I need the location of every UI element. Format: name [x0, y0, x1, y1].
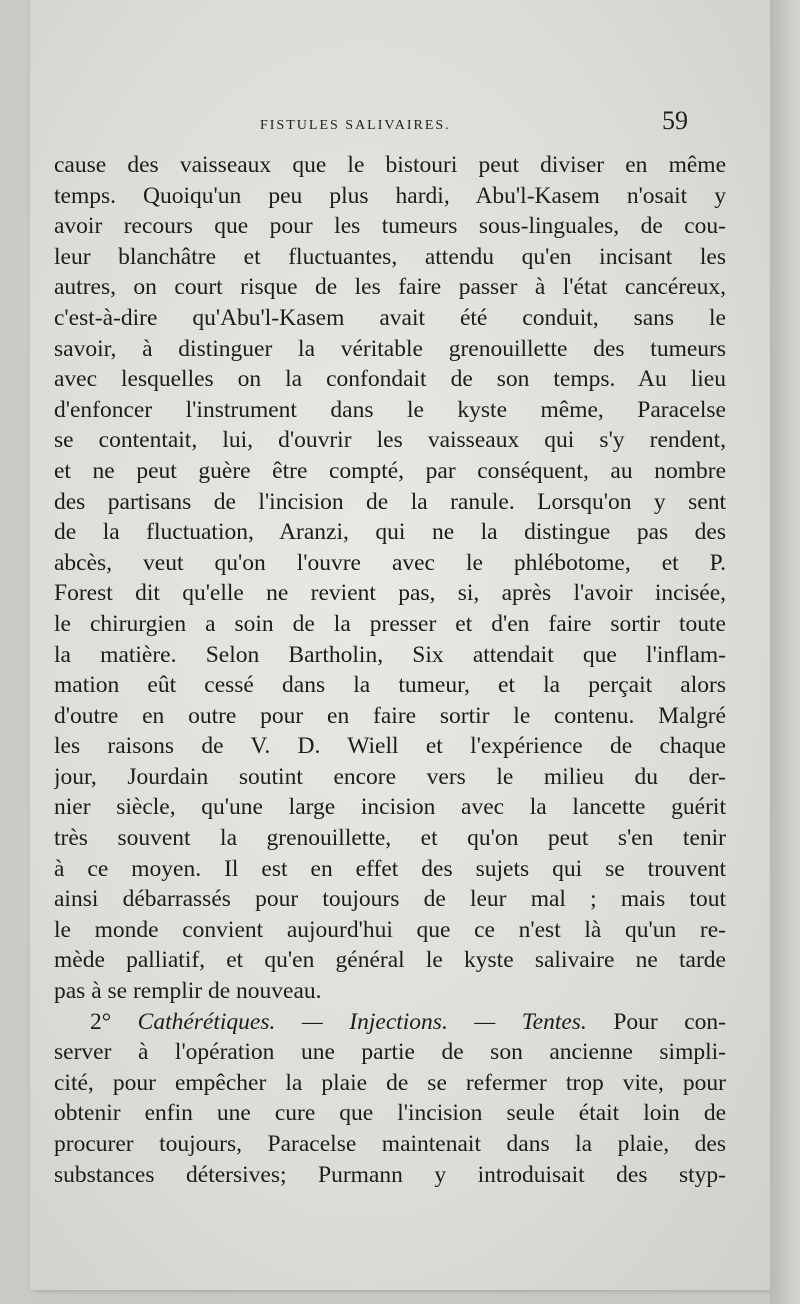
text-line: abcès, veut qu'on l'ouvre avec le phlébotome, et P.: [54, 549, 726, 576]
body-text: [54, 150, 726, 1190]
paragraph-end-line: pas à se remplir de nouveau.: [54, 978, 322, 1005]
text-line: c'est-à-dire qu'Abu'l-Kasem avait été conduit, sans le: [54, 304, 726, 331]
section-heading: Cathérétiques. — Injections. — Tentes.: [137, 1008, 587, 1035]
text-line: mation eût cessé dans la tumeur, et la perçait alors: [54, 672, 726, 699]
page-number: 59: [662, 106, 688, 135]
text-line: obtenir enfin une cure que l'incision seule était loin de: [54, 1100, 726, 1127]
book-page: [30, 0, 770, 1290]
text-line: très souvent la grenouillette, et qu'on peut s'en tenir: [54, 825, 726, 852]
text-line: autres, on court risque de les faire passer à l'état cancéreux,: [54, 274, 726, 301]
running-head: FISTULES SALIVAIRES.: [260, 118, 451, 133]
text-line: ainsi débarrassés pour toujours de leur mal ; mais tout: [54, 886, 726, 913]
text-line: cité, pour empêcher la plaie de se refermer trop vite, pour: [54, 1069, 726, 1096]
text-line: avoir recours que pour les tumeurs sous-linguales, de cou-: [54, 213, 726, 240]
text-line: la matière. Selon Bartholin, Six attendait que l'inflam-: [54, 641, 726, 668]
text-line: des partisans de l'incision de la ranule. Lorsqu'on y sent: [54, 488, 726, 515]
text-line: le chirurgien a soin de la presser et d'en faire sortir toute: [54, 610, 726, 637]
text-line: server à l'opération une partie de son ancienne simpli-: [54, 1039, 726, 1066]
section-first-line-text: Pour con-: [586, 1008, 726, 1035]
text-line: leur blanchâtre et fluctuantes, attendu qu'en incisant les: [54, 243, 726, 270]
text-line: le monde convient aujourd'hui que ce n'est là qu'un re-: [54, 916, 726, 943]
text-line: d'outre en outre pour en faire sortir le contenu. Malgré: [54, 702, 726, 729]
text-line: Forest dit qu'elle ne revient pas, si, après l'avoir incisée,: [54, 580, 726, 607]
text-line: les raisons de V. D. Wiell et l'expérience de chaque: [54, 733, 726, 760]
text-line: et ne peut guère être compté, par conséquent, au nombre: [54, 457, 726, 484]
text-line: se contentait, lui, d'ouvrir les vaisseaux qui s'y rendent,: [54, 427, 726, 454]
text-line: savoir, à distinguer la véritable grenouillette des tumeurs: [54, 335, 726, 362]
text-line: à ce moyen. Il est en effet des sujets qui se trouvent: [54, 855, 726, 882]
page-edge: [770, 0, 800, 1304]
text-line: cause des vaisseaux que le bistouri peut diviser en même: [54, 152, 726, 178]
text-line: d'enfoncer l'instrument dans le kyste même, Paracelse: [54, 396, 726, 423]
text-line: substances détersives; Purmann y introduisait des styp-: [54, 1161, 726, 1188]
page-header: [30, 106, 770, 140]
text-line: procurer toujours, Paracelse maintenait dans la plaie, des: [54, 1131, 726, 1157]
text-line: avec lesquelles on la confondait de son temps. Au lieu: [54, 366, 726, 393]
section-number: 2°: [90, 1008, 138, 1035]
section-first-line: [54, 1007, 726, 1038]
text-line: nier siècle, qu'une large incision avec la lancette guérit: [54, 794, 726, 821]
text-line: de la fluctuation, Aranzi, qui ne la distingue pas des: [54, 519, 726, 546]
text-line: jour, Jourdain soutint encore vers le milieu du der-: [54, 763, 726, 790]
text-line: temps. Quoiqu'un peu plus hardi, Abu'l-Kasem n'osait y: [54, 182, 726, 209]
text-line: mède palliatif, et qu'en général le kyste salivaire ne tarde: [54, 947, 726, 974]
